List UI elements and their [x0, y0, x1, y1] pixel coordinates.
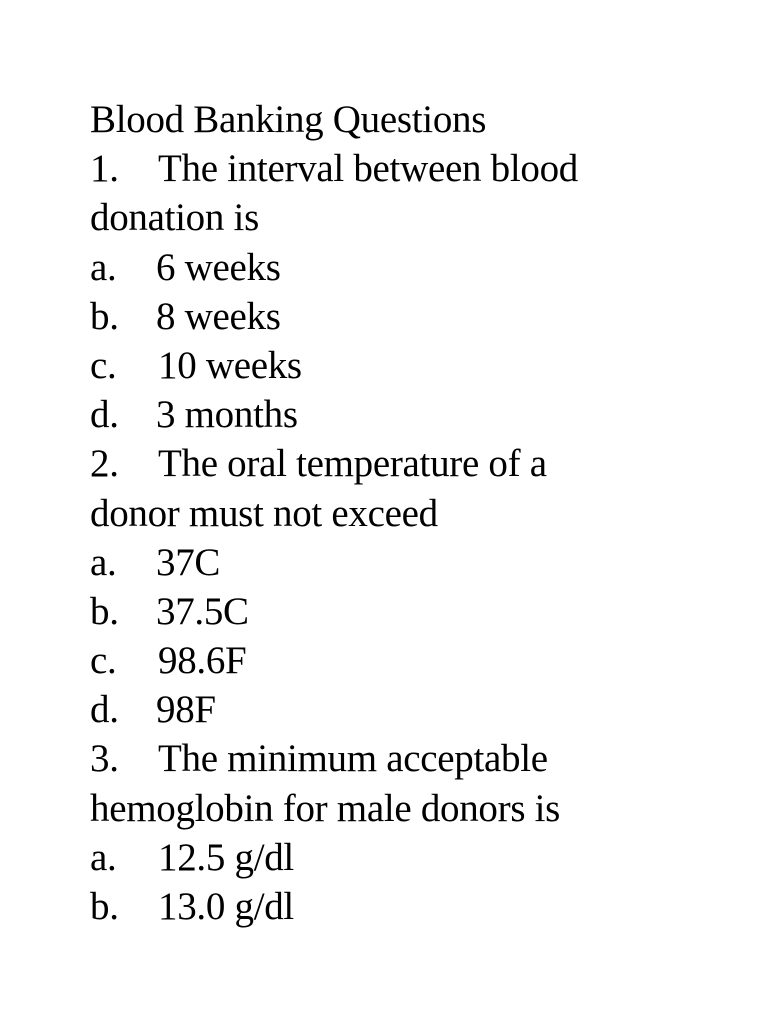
- question-stem: The oral temperature of a: [158, 442, 547, 486]
- question-stem: The minimum acceptable: [158, 737, 548, 781]
- option-letter: a.: [90, 540, 117, 584]
- option-1b: [90, 292, 730, 341]
- document-title: Blood Banking Questions: [90, 98, 487, 141]
- option-text: 37.5C: [156, 589, 249, 633]
- option-letter: a.: [90, 245, 117, 289]
- question-1-line2: donation is: [90, 196, 259, 240]
- option-text: 13.0 g/dl: [158, 885, 294, 928]
- option-text: 12.5 g/dl: [158, 835, 294, 879]
- option-text: 10 weeks: [158, 343, 302, 387]
- option-letter: d.: [90, 393, 119, 437]
- question-2-line2: donor must not exceed: [90, 491, 438, 535]
- question-2-line1: [90, 439, 730, 488]
- question-number: 1.: [90, 147, 119, 191]
- question-3-line1: [90, 734, 730, 783]
- option-letter: d.: [90, 688, 119, 732]
- option-letter: c.: [90, 343, 117, 387]
- question-1-line1: [90, 144, 730, 193]
- option-letter: b.: [90, 294, 119, 338]
- question-number: 3.: [90, 737, 119, 781]
- question-number: 2.: [90, 442, 119, 486]
- option-1c: [90, 341, 730, 390]
- document-body: [90, 95, 730, 931]
- option-text: 3 months: [156, 393, 298, 437]
- option-text: 8 weeks: [156, 294, 281, 338]
- option-text: 98.6F: [158, 639, 247, 683]
- option-text: 6 weeks: [156, 245, 281, 289]
- option-letter: a.: [90, 835, 117, 879]
- option-3b: [90, 882, 730, 931]
- option-letter: b.: [90, 885, 119, 928]
- option-1d: [90, 390, 730, 439]
- option-text: 98F: [156, 688, 216, 732]
- option-2b: [90, 587, 730, 636]
- option-letter: c.: [90, 639, 117, 683]
- option-text: 37C: [156, 540, 221, 584]
- option-3a: [90, 833, 730, 882]
- option-1a: [90, 243, 730, 292]
- question-3-line2: hemoglobin for male donors is: [90, 786, 561, 830]
- option-2a: [90, 538, 730, 587]
- option-2d: [90, 685, 730, 734]
- option-2c: [90, 636, 730, 685]
- option-letter: b.: [90, 589, 119, 633]
- question-stem: The interval between blood: [158, 147, 578, 191]
